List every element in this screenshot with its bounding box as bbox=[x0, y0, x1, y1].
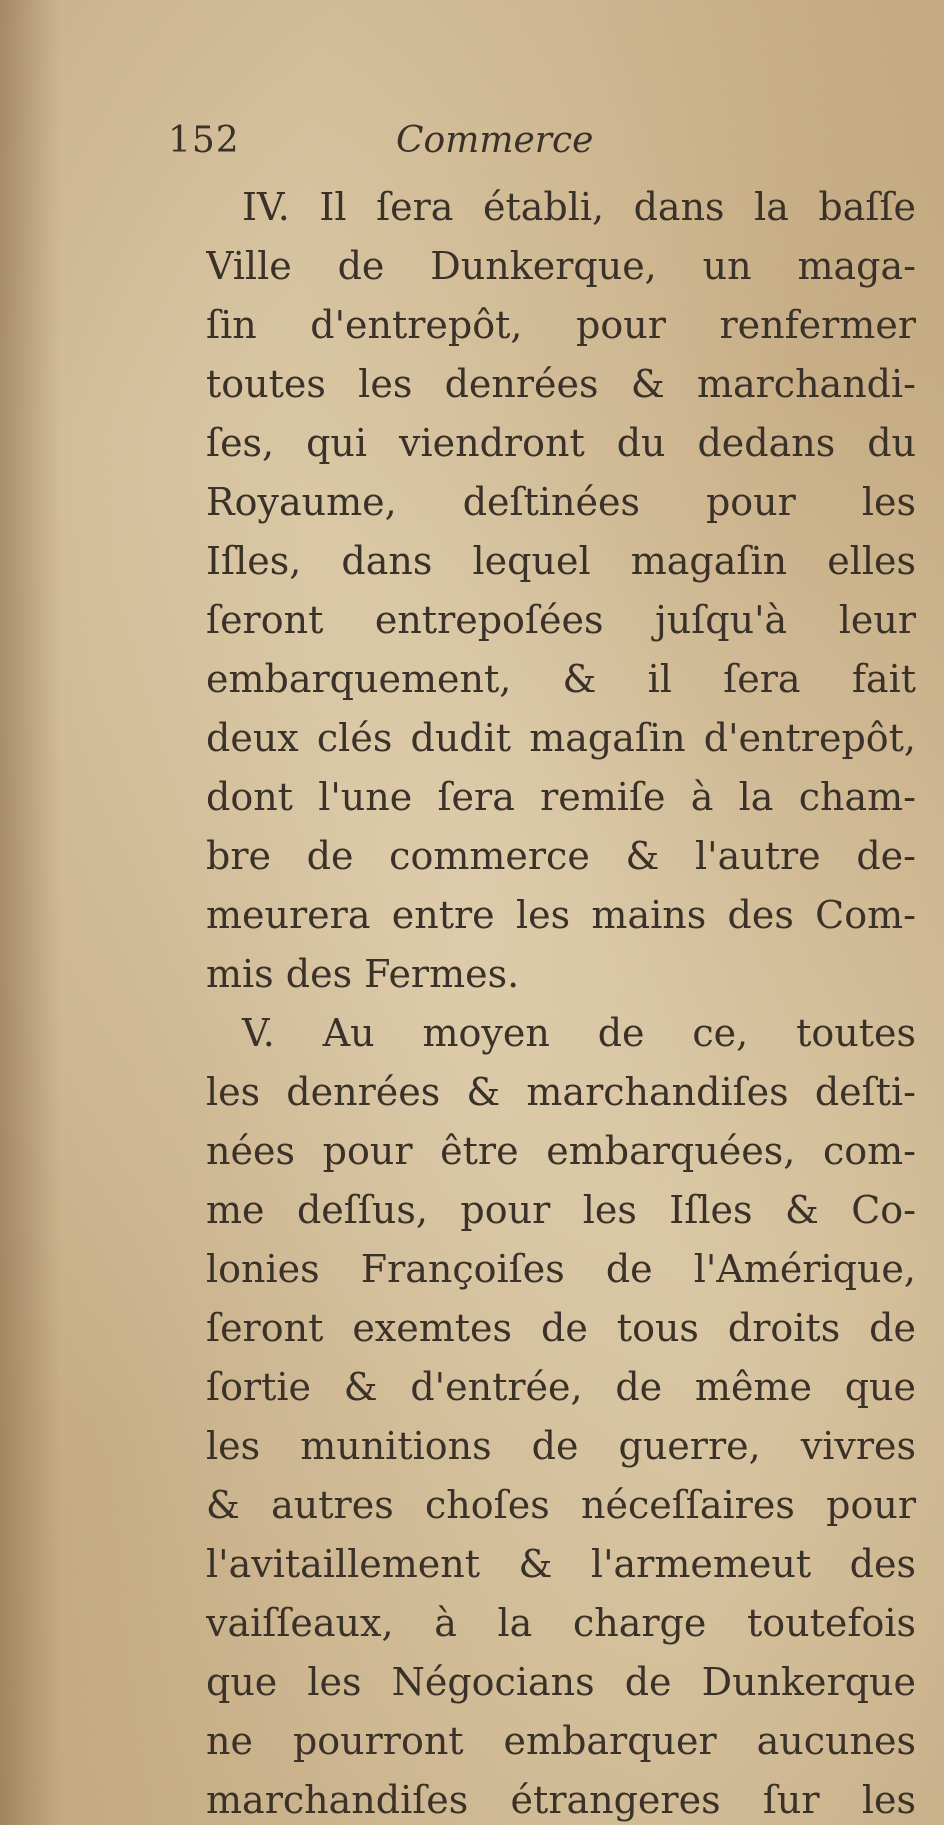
text-line: ſeront exemtes de tous droits de bbox=[206, 1306, 916, 1350]
text-line: ſeront entrepoſées juſqu'à leur bbox=[206, 598, 916, 642]
text-line: que les Négocians de Dunkerque bbox=[206, 1660, 916, 1704]
running-head: Commerce bbox=[396, 120, 594, 161]
body-text bbox=[206, 178, 916, 1825]
text-line: V. Au moyen de ce, toutes bbox=[242, 1011, 916, 1055]
text-line: les munitions de guerre, vivres bbox=[206, 1424, 916, 1468]
text-line: marchandiſes étrangeres ſur les bbox=[206, 1778, 916, 1822]
text-line: IV. Il ſera établi, dans la baſſe bbox=[242, 185, 916, 229]
text-line: me deſſus, pour les Iſles & Co- bbox=[206, 1188, 916, 1232]
text-line: Royaume, deſtinées pour les bbox=[206, 480, 916, 524]
text-line: ſes, qui viendront du dedans du bbox=[206, 421, 916, 465]
text-line: Iſles, dans lequel magaſin elles bbox=[206, 539, 916, 583]
text-line: meurera entre les mains des Com- bbox=[206, 893, 916, 937]
text-line: embarquement, & il ſera fait bbox=[206, 657, 916, 701]
page-header bbox=[168, 120, 728, 176]
text-line: mis des Fermes. bbox=[206, 952, 520, 996]
text-line: vaiſſeaux, à la charge toutefois bbox=[206, 1601, 916, 1645]
text-line: l'avitaillement & l'armemeut des bbox=[206, 1542, 916, 1586]
text-line: lonies Françoiſes de l'Amérique, bbox=[206, 1247, 916, 1291]
text-line: Ville de Dunkerque, un maga- bbox=[206, 244, 916, 288]
binding-shadow bbox=[0, 0, 60, 1825]
page-number: 152 bbox=[168, 120, 240, 161]
text-line: toutes les denrées & marchandi- bbox=[206, 362, 916, 406]
text-line: ne pourront embarquer aucunes bbox=[206, 1719, 916, 1763]
text-line: ſortie & d'entrée, de même que bbox=[206, 1365, 916, 1409]
text-line: deux clés dudit magaſin d'entrepôt, bbox=[206, 716, 916, 760]
text-line: dont l'une ſera remiſe à la cham- bbox=[206, 775, 916, 819]
text-line: bre de commerce & l'autre de- bbox=[206, 834, 916, 878]
text-line: nées pour être embarquées, com- bbox=[206, 1129, 916, 1173]
text-line: ſin d'entrepôt, pour renfermer bbox=[206, 303, 916, 347]
text-line: les denrées & marchandiſes deſti- bbox=[206, 1070, 916, 1114]
text-line: & autres choſes néceſſaires pour bbox=[206, 1483, 916, 1527]
